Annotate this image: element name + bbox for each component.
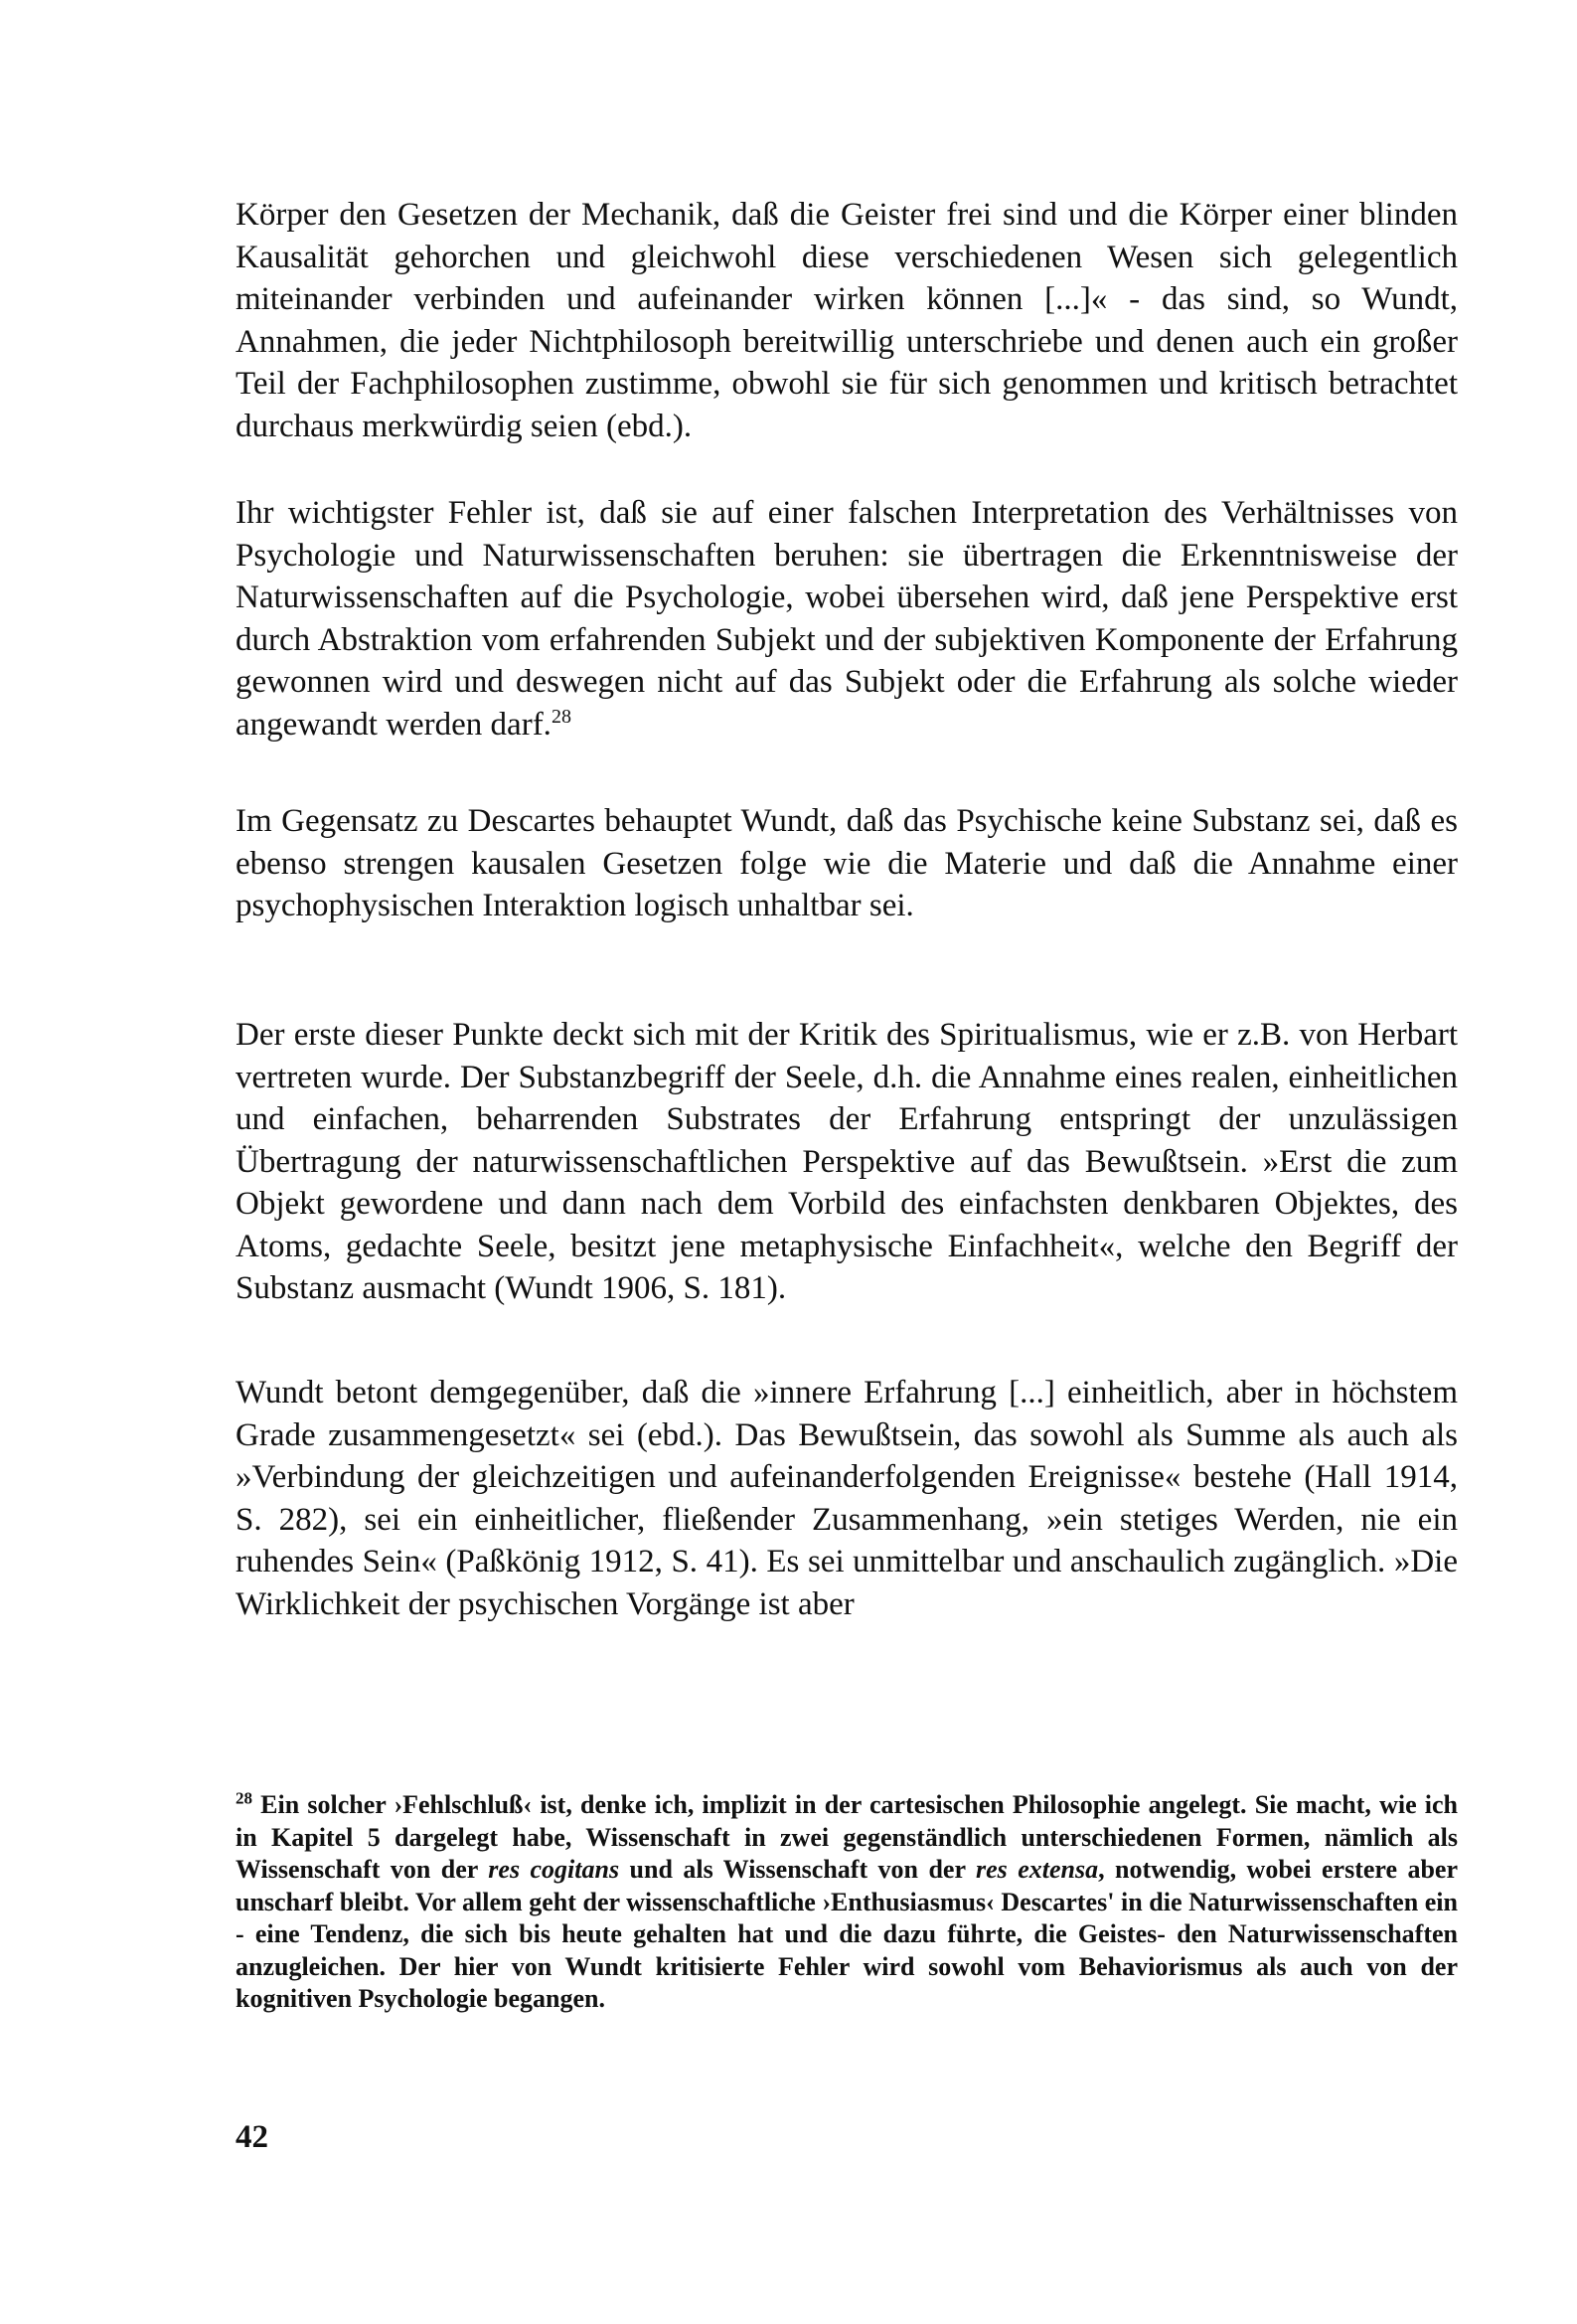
footnote-term-res-extensa: res extensa	[975, 1855, 1099, 1884]
paragraph-5-text: Wundt betont demgegenüber, daß die »innere Erfahrung [...] einheitlich, aber in höchstem Grade zusammengesetzt« sei (ebd.). Das Bewußtsein, das sowohl als Summe als auch als »Verbindung der gleichzeitigen und aufeinanderfolgenden Ereignisse« bestehe (Hall 1914, S. 282), sei ein einheitlicher, fließender Zusammenhang, »ein stetiges Werden, nie ein ruhendes Sein« (Paßkönig 1912, S. 41). Es sei unmittelbar und anschaulich zugänglich. »Die Wirklichkeit der psychischen Vorgänge ist aber	[236, 1375, 1458, 1622]
paragraph-2	[236, 492, 1458, 746]
footnote-reference-28[interactable]: 28	[551, 705, 571, 728]
paragraph-2-text: Ihr wichtigster Fehler ist, daß sie auf einer falschen Interpretation des Verhältnisses von Psychologie und Naturwissenschaften beruhen: sie übertragen die Erkenntnisweise der Naturwissenschaften auf die Psychologie, wobei übersehen wird, daß jene Perspektive erst durch Abstraktion vom erfahrenden Subjekt und der subjektiven Komponente der Erfahrung gewonnen wird und deswegen nicht auf das Subjekt oder die Erfahrung als solche wieder angewandt werden darf.	[236, 495, 1458, 743]
footnote-marker: 28	[236, 1788, 252, 1808]
footnote-term-res-cogitans: res cogitans	[488, 1855, 620, 1884]
paragraph-3	[236, 800, 1458, 927]
paragraph-1-text: Körper den Gesetzen der Mechanik, daß die Geister frei sind und die Körper einer blinden Kausalität gehorchen und gleichwohl diese verschiedenen Wesen sich gelegentlich miteinander verbinden und aufeinander wirken können [...]« - das sind, so Wundt, Annahmen, die jeder Nichtphilosoph bereitwillig unterschriebe und denen auch ein großer Teil der Fachphilosophen zustimme, obwohl sie für sich genommen und kritisch betrachtet durchaus merkwürdig seien (ebd.).	[236, 197, 1458, 444]
paragraph-5	[236, 1372, 1458, 1625]
paragraph-4	[236, 1014, 1458, 1310]
page-number: 42	[236, 2119, 268, 2155]
footnote-text-part-3: , notwendig, wobei erstere aber unscharf bleibt. Vor allem geht der wissenschaftliche ›Enthusiasmus‹ Descartes' in die Naturwissenschaften ein - eine Tendenz, die sich bis heute gehalten hat und die dazu führte, die Geistes- den Naturwissenschaften anzugleichen. Der hier von Wundt kritisierte Fehler wird sowohl vom Behaviorismus als auch von der kognitiven Psychologie begangen.	[236, 1855, 1458, 2013]
footnote-28	[236, 1789, 1458, 2016]
footnote-text-part-1: Ein solcher ›Fehlschluß‹ ist, denke ich, implizit in der cartesischen Philosophie angelegt. Sie macht, wie ich in Kapitel 5 dargelegt habe, Wissenschaft in zwei gegenständlich unterschiedenen Formen, nämlich als Wissenschaft von der	[236, 1790, 1458, 1884]
paragraph-4-text: Der erste dieser Punkte deckt sich mit der Kritik des Spiritualismus, wie er z.B. von Herbart vertreten wurde. Der Substanzbegriff der Seele, d.h. die Annahme eines realen, einheitlichen und einfachen, beharrenden Substrates der Erfahrung entspringt der unzulässigen Übertragung der naturwissenschaftlichen Perspektive auf das Bewußtsein. »Erst die zum Objekt gewordene und dann nach dem Vorbild des einfachsten denkbaren Objektes, des Atoms, gedachte Seele, besitzt jene metaphysische Einfachheit«, welche den Begriff der Substanz ausmacht (Wundt 1906, S. 181).	[236, 1017, 1458, 1306]
paragraph-3-text: Im Gegensatz zu Descartes behauptet Wundt, daß das Psychische keine Substanz sei, daß es ebenso strengen kausalen Gesetzen folge wie die Materie und daß die Annahme einer psychophysischen Interaktion logisch unhaltbar sei.	[236, 803, 1458, 923]
paragraph-1	[236, 194, 1458, 447]
footnote-text-part-2: und als Wissenschaft von der	[619, 1855, 976, 1884]
